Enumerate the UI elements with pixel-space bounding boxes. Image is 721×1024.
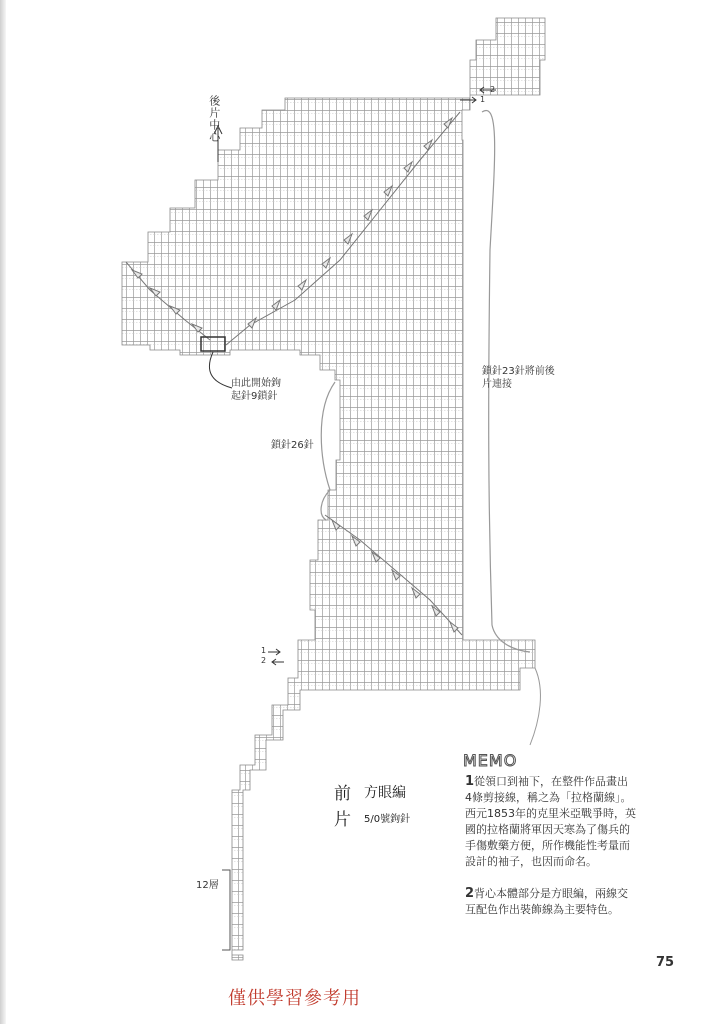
title-char-front: 前 [334, 784, 351, 804]
hook-size: 5/0號鉤針 [364, 814, 411, 825]
rows-bracket [222, 870, 230, 950]
memo-heading: MEMO [463, 751, 518, 770]
back-center-label: 後片中心 [207, 95, 221, 143]
start-here-label: 由此開始鉤 [231, 378, 281, 389]
chain-23-label-line2: 片連接 [482, 379, 512, 390]
row-number-2: 2 [490, 85, 496, 94]
watermark-text: 僅供學習參考用 [228, 988, 361, 1009]
start-pointer [209, 352, 232, 388]
hem-curve [530, 668, 540, 745]
memo-item-1 [465, 774, 677, 870]
pattern-name: 方眼編 [364, 785, 406, 801]
memo-line: 西元1853年的克里米亞戰爭時，英 [465, 807, 636, 820]
memo-line: 國的拉格蘭將軍因天寒為了傷兵的 [465, 823, 630, 836]
start-chain-label: 起針9鎖針 [231, 391, 278, 402]
memo-line: 設計的袖子，也因而命名。 [465, 855, 597, 868]
row-number-1: 1 [480, 95, 486, 104]
memo-line: 4條剪接線，稱之為「拉格蘭線」。 [465, 791, 632, 804]
memo-item-2-number: 2 [465, 886, 475, 901]
memo-line: 2背心本體部分是方眼編，兩線交 [465, 886, 629, 901]
chain-23-label-line1: 鎖針23針將前後 [482, 366, 555, 377]
row-number-lower-2: 2 [261, 656, 267, 665]
memo-item-2 [465, 886, 677, 918]
chain-26-label: 鎖針26針 [271, 440, 314, 451]
page-number: 75 [656, 955, 675, 970]
memo-line: 互配色作出裝飾線為主要特色。 [465, 903, 619, 916]
rows-12-label: 12層 [196, 880, 219, 891]
title-char-piece: 片 [334, 810, 351, 830]
memo-line: 1從領口到袖下，在整件作品畫出 [465, 774, 629, 789]
row-number-lower-1: 1 [261, 646, 267, 655]
memo-item-1-number: 1 [465, 774, 475, 789]
memo-line: 手傷敷藥方便，所作機能性考量而 [465, 839, 630, 852]
